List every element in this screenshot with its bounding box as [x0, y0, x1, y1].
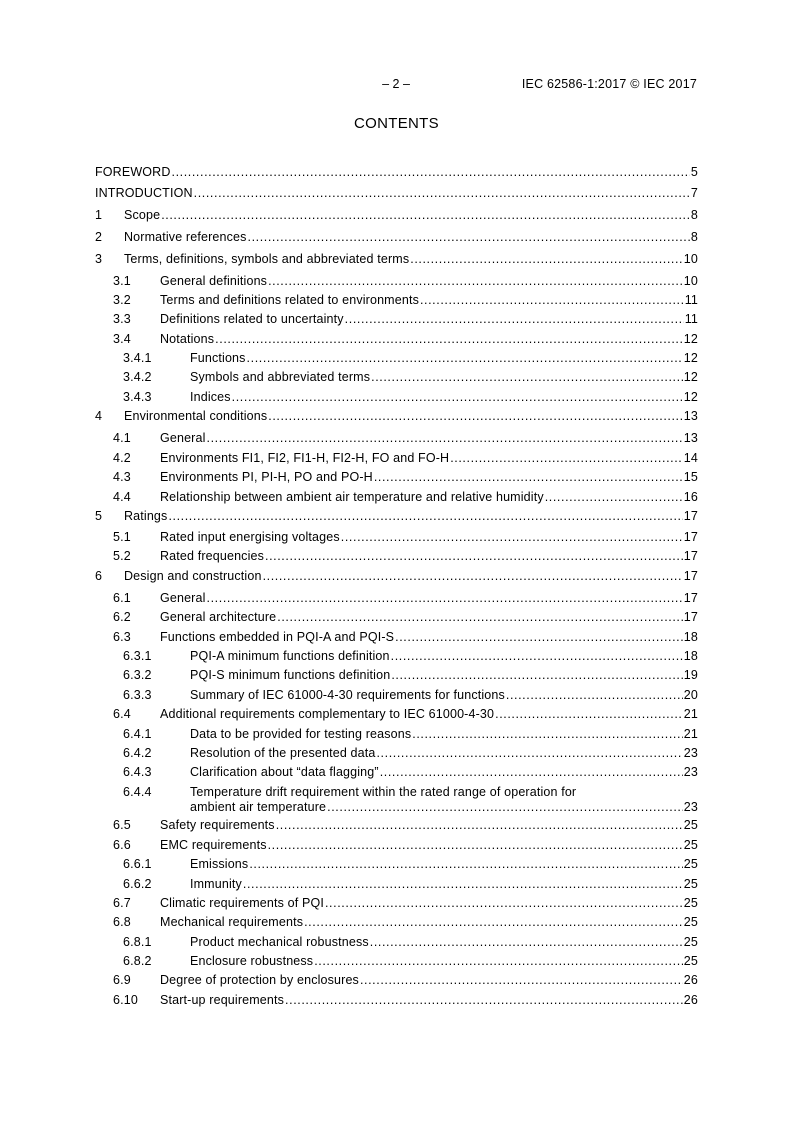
toc-entry-page: 17: [683, 530, 698, 544]
toc-entry-page: 8: [690, 230, 698, 244]
toc-entry-title: Clarification about “data flagging”: [190, 765, 379, 779]
toc-entry-number: 6.4.3: [123, 765, 152, 779]
toc-entry[interactable]: [95, 688, 698, 703]
toc-entry-number: 3.1: [113, 274, 131, 288]
toc-entry-number: 6.9: [113, 973, 131, 987]
toc-entry-page: 20: [683, 688, 698, 702]
toc-entry-page: 12: [683, 332, 698, 346]
toc-entry[interactable]: [95, 549, 698, 564]
toc-entry-number: 3.4.2: [123, 370, 152, 384]
toc-entry-number: 4.2: [113, 451, 131, 465]
toc-entry-page: 17: [683, 569, 698, 583]
toc-entry-page: 18: [683, 630, 698, 644]
toc-entry-page: 11: [684, 312, 698, 326]
toc-entry-title: Functions: [190, 351, 246, 365]
toc-entry-page: 25: [683, 954, 698, 968]
toc-leader-dots: [420, 293, 684, 308]
toc-entry[interactable]: [95, 591, 698, 606]
toc-entry[interactable]: [95, 370, 698, 385]
toc-entry-title: Ratings: [124, 509, 168, 523]
toc-entry[interactable]: [95, 818, 698, 833]
toc-entry[interactable]: [95, 993, 698, 1008]
toc-entry-title: Terms, definitions, symbols and abbreviated terms: [124, 252, 410, 266]
toc-entry[interactable]: [95, 470, 698, 485]
toc-leader-dots: [277, 610, 683, 625]
toc-leader-dots: [168, 509, 682, 524]
toc-entry-title: Immunity: [190, 877, 242, 891]
toc-entry-page: 10: [683, 252, 698, 266]
toc-entry-page: 17: [683, 610, 698, 624]
toc-entry-title: Terms and definitions related to environments: [160, 293, 419, 307]
toc-entry[interactable]: [95, 409, 698, 424]
toc-entry-title: Emissions: [190, 857, 249, 871]
toc-entry-number: 6.2: [113, 610, 131, 624]
toc-leader-dots: [370, 935, 683, 950]
toc-entry-title: Climatic requirements of PQI: [160, 896, 324, 910]
toc-entry-page: 13: [683, 431, 698, 445]
toc-entry-page: 23: [683, 800, 698, 814]
toc-entry-number: 3.3: [113, 312, 131, 326]
toc-entry-number: 6.3: [113, 630, 131, 644]
toc-entry[interactable]: [95, 230, 698, 245]
toc-entry-title: Additional requirements complementary to IEC 61000-4-30: [160, 707, 495, 721]
toc-entry-page: 10: [683, 274, 698, 288]
toc-entry-title: Scope: [124, 208, 161, 222]
toc-entry-page: 18: [683, 649, 698, 663]
toc-entry-number: 6.3.1: [123, 649, 152, 663]
toc-entry-page: 12: [683, 390, 698, 404]
toc-entry-title: Environments FI1, FI2, FI1-H, FI2-H, FO and FO-H: [160, 451, 450, 465]
toc-entry-title: EMC requirements: [160, 838, 267, 852]
toc-entry-title: Environmental conditions: [124, 409, 268, 423]
toc-entry[interactable]: [95, 293, 698, 308]
toc-entry-title: General architecture: [160, 610, 277, 624]
toc-entry-number: 6.4.2: [123, 746, 152, 760]
toc-entry[interactable]: [95, 668, 698, 683]
toc-entry-number: 4.4: [113, 490, 131, 504]
toc-entry-page: 25: [683, 838, 698, 852]
toc-entry-title: Data to be provided for testing reasons: [190, 727, 412, 741]
toc-leader-dots: [247, 351, 683, 366]
toc-entry-title: General: [160, 591, 206, 605]
toc-entry-page: 23: [683, 765, 698, 779]
toc-leader-dots: [268, 409, 683, 424]
toc-entry-title: PQI-S minimum functions definition: [190, 668, 391, 682]
toc-leader-dots: [232, 390, 683, 405]
toc-leader-dots: [276, 818, 683, 833]
toc-entry-title: Functions embedded in PQI-A and PQI-S: [160, 630, 395, 644]
toc-entry-number: 5.1: [113, 530, 131, 544]
toc-entry[interactable]: [95, 765, 698, 780]
toc-entry-title: Resolution of the presented data: [190, 746, 376, 760]
toc-entry-page: 26: [683, 973, 698, 987]
toc-entry-number: 2: [95, 230, 103, 244]
toc-entry-page: 15: [683, 470, 698, 484]
toc-leader-dots: [327, 800, 683, 815]
toc-entry[interactable]: [95, 896, 698, 911]
toc-entry-page: 25: [683, 935, 698, 949]
toc-leader-dots: [506, 688, 683, 703]
toc-entry-number: 3: [95, 252, 103, 266]
contents-title: CONTENTS: [354, 115, 439, 132]
toc-leader-dots: [391, 668, 682, 683]
toc-leader-dots: [341, 530, 683, 545]
toc-leader-dots: [345, 312, 684, 327]
toc-leader-dots: [263, 569, 683, 584]
toc-entry-number: 3.4.3: [123, 390, 152, 404]
toc-entry-number: 4.3: [113, 470, 131, 484]
toc-entry[interactable]: [95, 707, 698, 722]
toc-leader-dots: [410, 252, 683, 267]
toc-entry-page: 25: [683, 818, 698, 832]
toc-entry[interactable]: [95, 649, 698, 664]
toc-entry-page: 25: [683, 915, 698, 929]
toc-entry-page: 26: [683, 993, 698, 1007]
toc-leader-dots: [243, 877, 683, 892]
toc-entry[interactable]: [95, 973, 698, 988]
toc-entry[interactable]: [95, 954, 698, 969]
toc-entry[interactable]: [95, 915, 698, 930]
toc-entry-title: INTRODUCTION: [95, 186, 193, 200]
toc-entry-number: 3.2: [113, 293, 131, 307]
toc-entry-page: 11: [684, 293, 698, 307]
toc-entry[interactable]: [95, 877, 698, 892]
toc-leader-dots: [194, 186, 690, 201]
toc-entry-title: Relationship between ambient air temperature and relative humidity: [160, 490, 544, 504]
toc-leader-dots: [495, 707, 683, 722]
toc-entry-page: 5: [690, 165, 698, 179]
toc-entry-number: 6.6.2: [123, 877, 152, 891]
toc-entry[interactable]: [95, 838, 698, 853]
toc-entry-title: FOREWORD: [95, 165, 171, 179]
toc-entry[interactable]: [95, 569, 698, 584]
toc-leader-dots: [412, 727, 683, 742]
toc-entry[interactable]: [95, 186, 698, 201]
toc-entry[interactable]: [95, 509, 698, 524]
toc-entry[interactable]: [95, 165, 698, 180]
toc-entry-title: Notations: [160, 332, 215, 346]
toc-entry-number: 6.4.4: [123, 785, 152, 799]
toc-entry-title: Mechanical requirements: [160, 915, 304, 929]
toc-entry-title-continuation: ambient air temperature: [190, 800, 327, 814]
toc-entry-number: 4: [95, 409, 103, 423]
toc-entry-page: 17: [683, 591, 698, 605]
toc-entry[interactable]: [95, 785, 698, 815]
toc-entry-page: 23: [683, 746, 698, 760]
toc-entry-number: 6.4.1: [123, 727, 152, 741]
toc-leader-dots: [304, 915, 683, 930]
toc-entry[interactable]: [95, 490, 698, 505]
toc-leader-dots: [371, 370, 683, 385]
toc-leader-dots: [268, 838, 683, 853]
toc-leader-dots: [285, 993, 683, 1008]
toc-entry-title: Indices: [190, 390, 231, 404]
toc-leader-dots: [268, 274, 683, 289]
toc-leader-dots: [395, 630, 683, 645]
toc-entry[interactable]: [95, 451, 698, 466]
toc-leader-dots: [265, 549, 683, 564]
toc-entry-title: Safety requirements: [160, 818, 275, 832]
toc-leader-dots: [450, 451, 683, 466]
toc-entry-page: 13: [683, 409, 698, 423]
toc-entry-page: 21: [683, 727, 698, 741]
toc-entry[interactable]: [95, 252, 698, 267]
toc-entry-number: 4.1: [113, 431, 131, 445]
toc-entry-number: 3.4.1: [123, 351, 152, 365]
toc-entry-number: 6.8: [113, 915, 131, 929]
toc-entry[interactable]: [95, 857, 698, 872]
toc-entry[interactable]: [95, 351, 698, 366]
toc-entry-page: 17: [683, 549, 698, 563]
toc-entry-number: 6.3.2: [123, 668, 152, 682]
toc-leader-dots: [325, 896, 683, 911]
toc-leader-dots: [391, 649, 683, 664]
toc-leader-dots: [545, 490, 683, 505]
toc-leader-dots: [207, 431, 683, 446]
toc-entry-title: Product mechanical robustness: [190, 935, 369, 949]
toc-entry-title: Degree of protection by enclosures: [160, 973, 359, 987]
toc-entry-title: Start-up requirements: [160, 993, 285, 1007]
toc-entry-page: 12: [683, 370, 698, 384]
toc-leader-dots: [161, 208, 690, 223]
toc-entry-number: 6.6.1: [123, 857, 152, 871]
toc-entry[interactable]: [95, 746, 698, 761]
toc-leader-dots: [360, 973, 683, 988]
toc-entry-number: 6.10: [113, 993, 138, 1007]
toc-entry-number: 6.3.3: [123, 688, 152, 702]
toc-entry-number: 6: [95, 569, 103, 583]
toc-entry-number: 5.2: [113, 549, 131, 563]
toc-entry-number: 3.4: [113, 332, 131, 346]
toc-entry[interactable]: [95, 312, 698, 327]
toc-entry-number: 6.1: [113, 591, 131, 605]
toc-entry[interactable]: [95, 208, 698, 223]
toc-entry-title: Rated input energising voltages: [160, 530, 340, 544]
toc-entry[interactable]: [95, 530, 698, 545]
toc-entry-page: 25: [683, 857, 698, 871]
toc-leader-dots: [249, 857, 682, 872]
toc-leader-dots: [380, 765, 683, 780]
toc-entry-number: 6.7: [113, 896, 131, 910]
toc-entry[interactable]: [95, 274, 698, 289]
toc-leader-dots: [248, 230, 690, 245]
toc-entry-page: 25: [683, 877, 698, 891]
toc-entry-page: 16: [683, 490, 698, 504]
toc-entry-number: 5: [95, 509, 103, 523]
toc-entry-number: 6.5: [113, 818, 131, 832]
toc-leader-dots: [172, 165, 690, 180]
toc-entry-title: Design and construction: [124, 569, 262, 583]
toc-entry-page: 25: [683, 896, 698, 910]
toc-entry-number: 6.8.2: [123, 954, 152, 968]
toc-entry-title: Normative references: [124, 230, 247, 244]
toc-entry[interactable]: [95, 935, 698, 950]
toc-entry-title: Symbols and abbreviated terms: [190, 370, 371, 384]
toc-entry-number: 1: [95, 208, 103, 222]
toc-entry-number: 6.8.1: [123, 935, 152, 949]
toc-leader-dots: [314, 954, 683, 969]
toc-entry[interactable]: [95, 727, 698, 742]
document-reference: IEC 62586-1:2017 © IEC 2017: [521, 77, 697, 91]
toc-entry-page: 12: [683, 351, 698, 365]
toc-entry-page: 14: [683, 451, 698, 465]
page-number: – 2 –: [382, 77, 410, 91]
toc-entry-title: General definitions: [160, 274, 268, 288]
toc-entry-title: Definitions related to uncertainty: [160, 312, 344, 326]
toc-entry-title: Rated frequencies: [160, 549, 265, 563]
toc-entry-title: Environments PI, PI-H, PO and PO-H: [160, 470, 373, 484]
toc-entry-page: 7: [690, 186, 698, 200]
toc-entry-page: 8: [690, 208, 698, 222]
toc-leader-dots: [374, 470, 683, 485]
toc-entry[interactable]: [95, 610, 698, 625]
toc-entry-number: 6.6: [113, 838, 131, 852]
toc-entry[interactable]: [95, 431, 698, 446]
toc-entry-title: PQI-A minimum functions definition: [190, 649, 390, 663]
toc-entry[interactable]: [95, 332, 698, 347]
toc-entry-title: Temperature drift requirement within the rated range of operation for: [190, 785, 577, 799]
toc-entry-number: 6.4: [113, 707, 131, 721]
toc-entry[interactable]: [95, 630, 698, 645]
toc-entry-page: 17: [683, 509, 698, 523]
toc-leader-dots: [215, 332, 683, 347]
toc-entry-title: Summary of IEC 61000-4-30 requirements for functions: [190, 688, 505, 702]
toc-entry[interactable]: [95, 390, 698, 405]
toc-entry-title: General: [160, 431, 206, 445]
toc-entry-page: 21: [683, 707, 698, 721]
toc-leader-dots: [376, 746, 682, 761]
toc-leader-dots: [207, 591, 683, 606]
toc-entry-page: 19: [683, 668, 698, 682]
toc-entry-title: Enclosure robustness: [190, 954, 314, 968]
